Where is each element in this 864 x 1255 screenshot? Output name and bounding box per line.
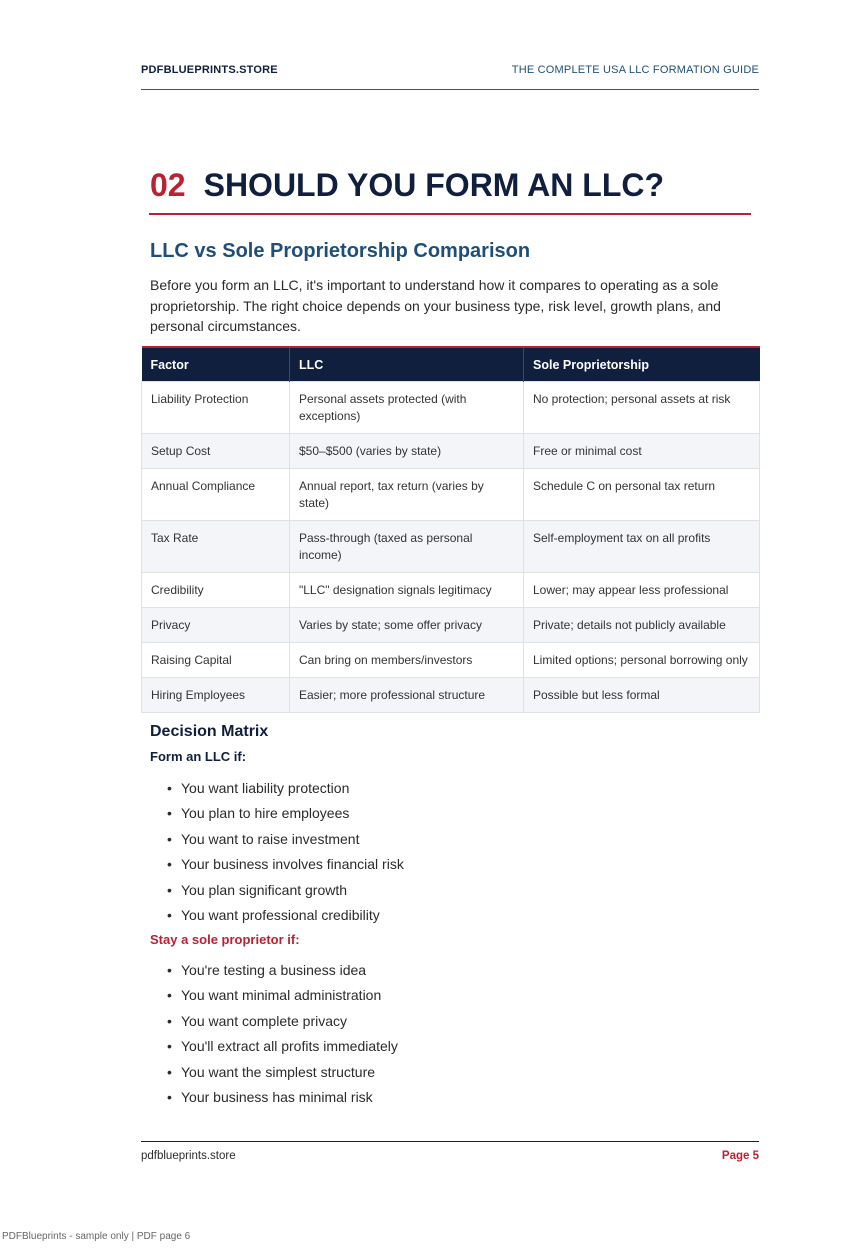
list-item: • You want complete privacy xyxy=(167,1011,398,1036)
header-brand: PDFBLUEPRINTS.STORE xyxy=(141,64,278,76)
decision-matrix-title: Decision Matrix xyxy=(150,723,269,740)
chapter-number: 02 xyxy=(150,167,186,203)
llc-criteria-heading: Form an LLC if: xyxy=(150,749,247,764)
list-item: • You'll extract all profits immediately xyxy=(167,1036,398,1061)
table-cell: Tax Rate xyxy=(142,521,290,573)
table-cell: Can bring on members/investors xyxy=(290,643,524,678)
list-item: • You're testing a business idea xyxy=(167,960,398,985)
table-cell: No protection; personal assets at risk xyxy=(524,382,760,434)
table-row xyxy=(142,434,760,469)
sole-criteria-heading: Stay a sole proprietor if: xyxy=(150,932,300,947)
table-cell: Private; details not publicly available xyxy=(524,608,760,643)
table-cell: Lower; may appear less professional xyxy=(524,573,760,608)
table-cell: Limited options; personal borrowing only xyxy=(524,643,760,678)
table-cell: Self-employment tax on all profits xyxy=(524,521,760,573)
table-row xyxy=(142,521,760,573)
section-title: LLC vs Sole Proprietorship Comparison xyxy=(150,240,531,262)
table-cell: $50–$500 (varies by state) xyxy=(290,434,524,469)
chapter-divider xyxy=(149,213,751,215)
sample-watermark: PDFBlueprints - sample only | PDF page 6 xyxy=(2,1231,191,1242)
list-item: • Your business has minimal risk xyxy=(167,1087,398,1112)
table-cell: Schedule C on personal tax return xyxy=(524,469,760,521)
chapter-heading xyxy=(150,167,664,204)
table-cell: Liability Protection xyxy=(142,382,290,434)
llc-criteria-list xyxy=(167,778,404,930)
sole-criteria-list xyxy=(167,960,398,1112)
table-cell: Varies by state; some offer privacy xyxy=(290,608,524,643)
table-header-row xyxy=(142,347,760,382)
table-row xyxy=(142,678,760,713)
column-header-sole: Sole Proprietorship xyxy=(524,347,760,382)
table-cell: Personal assets protected (with exceptions) xyxy=(290,382,524,434)
page-header xyxy=(141,64,759,90)
comparison-table xyxy=(141,346,760,713)
section-intro: Before you form an LLC, it's important to understand how it compares to operating as a sole proprietorship. The right choice depends on your business type, risk level, growth plans, and personal circumstances. xyxy=(150,277,721,334)
table-cell: Annual Compliance xyxy=(142,469,290,521)
table-cell: Setup Cost xyxy=(142,434,290,469)
footer-site: pdfblueprints.store xyxy=(141,1150,236,1162)
table-cell: Credibility xyxy=(142,573,290,608)
footer-divider xyxy=(141,1141,759,1142)
table-cell: Pass-through (taxed as personal income) xyxy=(290,521,524,573)
table-cell: "LLC" designation signals legitimacy xyxy=(290,573,524,608)
table-cell: Raising Capital xyxy=(142,643,290,678)
list-item: • You want the simplest structure xyxy=(167,1062,398,1087)
table-row xyxy=(142,643,760,678)
table-row xyxy=(142,382,760,434)
table-row xyxy=(142,608,760,643)
table-cell: Easier; more professional structure xyxy=(290,678,524,713)
table-cell: Possible but less formal xyxy=(524,678,760,713)
column-header-factor: Factor xyxy=(142,347,290,382)
table-cell: Privacy xyxy=(142,608,290,643)
chapter-title: SHOULD YOU FORM AN LLC? xyxy=(203,167,665,203)
list-item: • You want minimal administration xyxy=(167,985,398,1010)
table-row xyxy=(142,469,760,521)
table-cell: Hiring Employees xyxy=(142,678,290,713)
list-item: • You plan to hire employees xyxy=(167,803,404,828)
list-item: • You plan significant growth xyxy=(167,880,404,905)
table-row xyxy=(142,573,760,608)
column-header-llc: LLC xyxy=(290,347,524,382)
list-item: • You want to raise investment xyxy=(167,829,404,854)
table-cell: Free or minimal cost xyxy=(524,434,760,469)
table-cell: Annual report, tax return (varies by state) xyxy=(290,469,524,521)
list-item: • You want liability protection xyxy=(167,778,404,803)
header-guide-title: THE COMPLETE USA LLC FORMATION GUIDE xyxy=(511,64,759,76)
list-item: • You want professional credibility xyxy=(167,905,404,930)
page-number: Page 5 xyxy=(721,1150,759,1162)
list-item: • Your business involves financial risk xyxy=(167,854,404,879)
